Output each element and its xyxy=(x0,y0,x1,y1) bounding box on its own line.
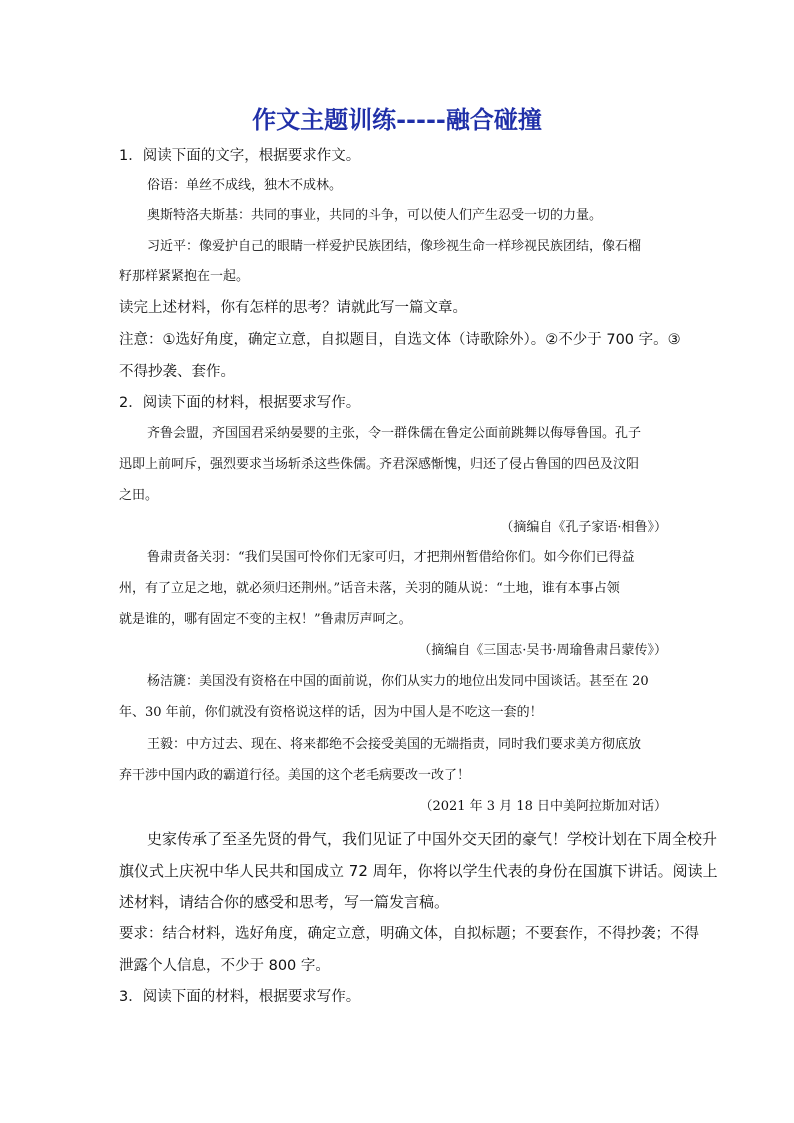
q1-header: 1．阅读下面的文字，根据要求作文。 xyxy=(119,148,361,164)
q2-para-2-end: 就是谁的，哪有固定不变的主权！”鲁肃厉声呵之。 xyxy=(119,612,412,627)
q2-header: 2．阅读下面的材料，根据要求写作。 xyxy=(119,395,361,411)
q2-task-cont: 旗仪式上庆祝中华人民共和国成立 72 周年，你将以学生代表的身份在国旗下讲话。阅读上 xyxy=(119,862,718,880)
q1-note: 注意：①选好角度，确定立意，自拟题目，自选文体（诗歌除外）。②不少于 700 字。③ xyxy=(119,332,681,348)
q2-para-1: 齐鲁会盟，齐国国君采纳晏婴的主张，令一群侏儒在鲁定公面前跳舞以侮辱鲁国。孔子 xyxy=(147,426,642,441)
q1-material-2: 奥斯特洛夫斯基：共同的事业，共同的斗争，可以使人们产生忍受一切的力量。 xyxy=(147,208,603,223)
q2-source-2: （摘编自《三国志·吴书·周瑜鲁肃吕蒙传》） xyxy=(418,643,667,658)
q2-requirements: 要求：结合材料，选好角度，确定立意，明确文体，自拟标题；不要套作，不得抄袭；不得 xyxy=(119,926,699,942)
q3-header: 3．阅读下面的材料，根据要求写作。 xyxy=(119,989,361,1005)
q2-para-3-cont: 年、30 年前，你们就没有资格说这样的话，因为中国人是不吃这一套的！ xyxy=(119,705,543,720)
q2-task-end: 述材料，请结合你的感受和思考，写一篇发言稿。 xyxy=(119,893,450,911)
q2-source-3: （2021 年 3 月 18 日中美阿拉斯加对话） xyxy=(419,799,667,814)
q2-para-4-cont: 弃干涉中国内政的霸道行径。美国的这个老毛病要改一改了！ xyxy=(119,768,471,783)
q2-para-2-cont: 州，有了立足之地，就必须归还荆州。”话音未落，关羽的随从说：“土地，谁有本事占领 xyxy=(119,581,620,596)
q1-material-3-cont: 籽那样紧紧抱在一起。 xyxy=(119,269,250,284)
q2-task: 史家传承了至圣先贤的骨气，我们见证了中国外交天团的豪气！学校计划在下周全校升 xyxy=(147,830,718,848)
q2-requirements-cont: 泄露个人信息，不少于 800 字。 xyxy=(119,958,330,974)
q2-para-1-cont: 迅即上前呵斥，强烈要求当场斩杀这些侏儒。齐君深感惭愧，归还了侵占鲁国的四邑及汶阳 xyxy=(119,457,640,472)
q1-note-cont: 不得抄袭、套作。 xyxy=(119,364,235,380)
q2-para-3: 杨洁篪：美国没有资格在中国的面前说，你们从实力的地位出发同中国谈话。甚至在 20 xyxy=(147,674,649,689)
q2-para-4: 王毅：中方过去、现在、将来都绝不会接受美国的无端指责，同时我们要求美方彻底放 xyxy=(147,737,642,752)
q2-para-1-end: 之田。 xyxy=(119,488,159,503)
q1-material-3: 习近平：像爱护自己的眼睛一样爱护民族团结，像珍视生命一样珍视民族团结，像石榴 xyxy=(147,239,642,254)
q1-material-1: 俗语：单丝不成线，独木不成林。 xyxy=(147,178,343,193)
document-title: 作文主题训练-----融合碰撞 xyxy=(252,106,542,134)
q2-source-1: （摘编自《孔子家语·相鲁》） xyxy=(500,520,667,535)
q1-prompt: 读完上述材料，你有怎样的思考？请就此写一篇文章。 xyxy=(119,300,467,316)
q2-para-2: 鲁肃责备关羽：“我们吴国可怜你们无家可归，才把荆州暂借给你们。如今你们已得益 xyxy=(147,550,635,565)
